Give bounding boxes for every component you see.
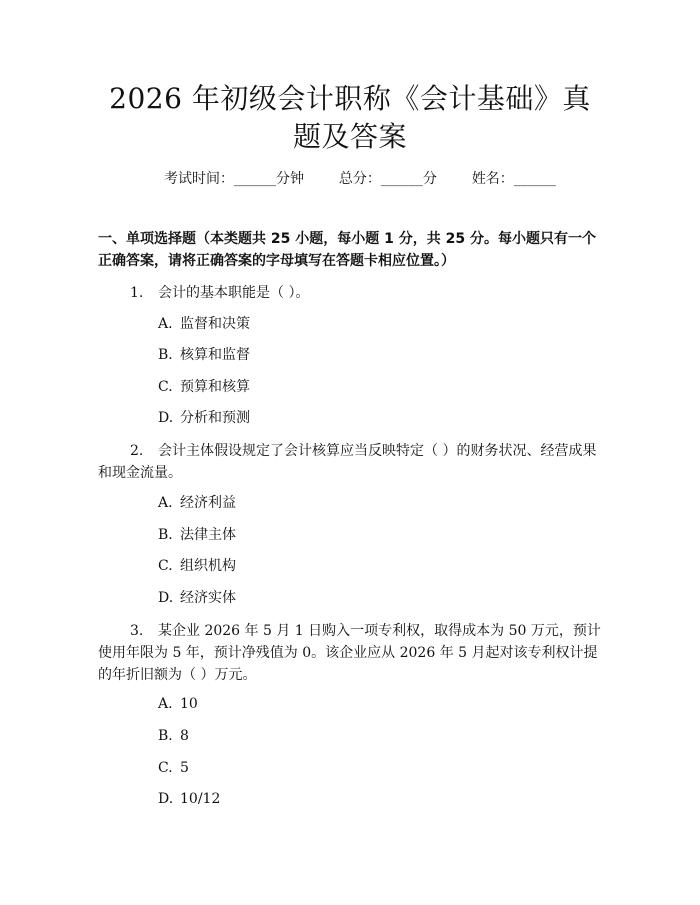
option-letter: B. [158, 728, 173, 744]
section-heading: 一、单项选择题（本类题共 25 小题，每小题 1 分，共 25 分。每小题只有一个正确答案，请将正确答案的字母填写在答题卡相应位置。） [98, 231, 596, 269]
question-number: 1. [130, 285, 144, 301]
question-3-option-d [158, 789, 220, 809]
option-letter: D. [158, 791, 174, 807]
question-1 [98, 282, 603, 304]
question-1-option-d [158, 408, 250, 428]
option-letter: B. [158, 347, 173, 363]
option-text: 5 [180, 760, 189, 776]
option-letter: A. [158, 696, 173, 712]
question-text: 会计的基本职能是（ ）。 [158, 285, 310, 301]
question-1-option-c [158, 377, 250, 397]
option-text: 法律主体 [180, 527, 236, 543]
document-title: 2026 年初级会计职称《会计基础》真题及答案 [109, 82, 591, 153]
question-text: 某企业 2026 年 5 月 1 日购入一项专利权，取得成本为 50 万元，预计使用年限为 5 年，预计净残值为 0。该企业应从 2026 年 5 月起对该专利权计提的年折旧额为（ ）万元。 [98, 623, 601, 683]
option-text: 经济利益 [180, 495, 236, 511]
question-3-option-b [158, 726, 189, 746]
option-letter: C. [158, 379, 173, 395]
name-blank: ______ [513, 171, 556, 187]
score-label: 总分： [338, 171, 381, 187]
option-text: 10/12 [180, 791, 221, 807]
question-2-option-c [158, 556, 236, 576]
option-letter: D. [158, 410, 174, 426]
time-label: 考试时间： [164, 171, 234, 187]
question-3 [98, 620, 603, 686]
score-blank: ______ [380, 171, 423, 187]
question-2-option-d [158, 588, 236, 608]
option-text: 监督和决策 [180, 316, 250, 332]
option-letter: C. [158, 760, 173, 776]
time-unit: 分钟 [276, 171, 304, 187]
option-letter: A. [158, 316, 173, 332]
time-blank: ______ [234, 171, 276, 187]
exam-info-line [164, 170, 556, 188]
option-text: 核算和监督 [180, 347, 250, 363]
option-letter: B. [158, 527, 173, 543]
question-1-option-a [158, 314, 250, 334]
option-text: 组织机构 [180, 558, 236, 574]
option-letter: C. [158, 558, 173, 574]
question-1-option-b [158, 345, 250, 365]
question-3-option-c [158, 758, 189, 778]
option-text: 经济实体 [180, 590, 236, 606]
question-3-option-a [158, 694, 198, 714]
question-2-option-b [158, 525, 236, 545]
score-unit: 分 [422, 171, 437, 187]
question-number: 2. [130, 443, 144, 459]
option-letter: D. [158, 590, 174, 606]
option-text: 8 [180, 728, 189, 744]
option-text: 分析和预测 [180, 410, 250, 426]
question-2-option-a [158, 493, 236, 513]
name-label: 姓名： [471, 171, 514, 187]
question-number: 3. [130, 623, 144, 639]
option-text: 预算和核算 [180, 379, 250, 395]
question-2 [98, 440, 603, 484]
question-text: 会计主体假设规定了会计核算应当反映特定（ ）的财务状况、经营成果和现金流量。 [98, 443, 597, 481]
option-text: 10 [180, 696, 198, 712]
option-letter: A. [158, 495, 173, 511]
